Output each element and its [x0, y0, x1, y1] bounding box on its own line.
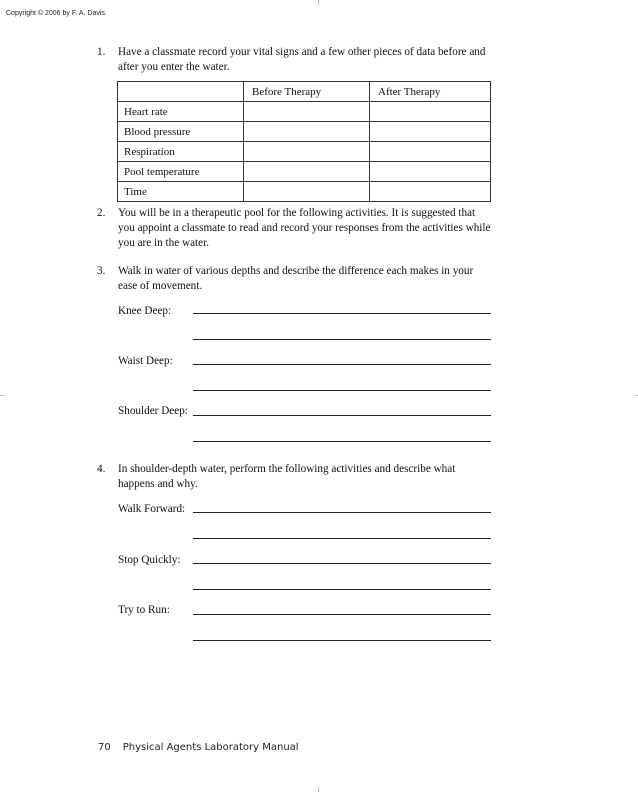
shoulder-deep-answer-line-1[interactable]	[193, 415, 491, 416]
vital-signs-table	[117, 81, 491, 202]
stop-quickly-label: Stop Quickly:	[118, 554, 181, 566]
table-row	[118, 162, 491, 182]
instruction-item-3	[97, 264, 492, 294]
heart-rate-before-cell[interactable]	[244, 102, 370, 122]
instruction-item-2	[97, 206, 492, 251]
knee-deep-answer-line-2[interactable]	[193, 339, 491, 340]
item-text: In shoulder-depth water, perform the following activities and describe what happens and why.	[118, 463, 456, 490]
walk-forward-answer-line-2[interactable]	[193, 538, 491, 539]
table-header-after: After Therapy	[370, 82, 491, 102]
waist-deep-answer-line-1[interactable]	[193, 364, 491, 365]
page-footer	[98, 742, 299, 753]
row-label-pool-temperature: Pool temperature	[118, 162, 244, 182]
item-text: Walk in water of various depths and describe the difference each makes in your ease of movement.	[118, 265, 474, 292]
item-number: 4.	[97, 463, 106, 475]
crop-mark-left	[0, 395, 4, 396]
stop-quickly-answer-line-2[interactable]	[193, 589, 491, 590]
instruction-item-4	[97, 462, 492, 492]
pool-temperature-before-cell[interactable]	[244, 162, 370, 182]
item-text: Have a classmate record your vital signs and a few other pieces of data before and after you enter the water.	[118, 46, 486, 73]
heart-rate-after-cell[interactable]	[370, 102, 491, 122]
shoulder-deep-label: Shoulder Deep:	[118, 405, 188, 417]
item-text: You will be in a therapeutic pool for the following activities. It is suggested that you appoint a classmate to read and record your responses from the activities while you are in the water.	[118, 207, 491, 249]
time-before-cell[interactable]	[244, 182, 370, 202]
table-header-before: Before Therapy	[244, 82, 370, 102]
try-to-run-answer-line-1[interactable]	[193, 614, 491, 615]
crop-mark-bottom	[318, 787, 319, 792]
copyright-notice: Copyright © 2006 by F. A. Davis.	[6, 10, 107, 17]
row-label-heart-rate: Heart rate	[118, 102, 244, 122]
item-number: 1.	[97, 46, 106, 58]
knee-deep-answer-line-1[interactable]	[193, 313, 491, 314]
row-label-time: Time	[118, 182, 244, 202]
table-row	[118, 102, 491, 122]
instruction-item-1	[97, 45, 492, 75]
blood-pressure-before-cell[interactable]	[244, 122, 370, 142]
row-label-blood-pressure: Blood pressure	[118, 122, 244, 142]
try-to-run-answer-line-2[interactable]	[193, 640, 491, 641]
walk-forward-answer-line-1[interactable]	[193, 512, 491, 513]
waist-deep-answer-line-2[interactable]	[193, 390, 491, 391]
walk-forward-label: Walk Forward:	[118, 503, 186, 515]
blood-pressure-after-cell[interactable]	[370, 122, 491, 142]
crop-mark-right	[634, 395, 638, 396]
table-header-blank	[118, 82, 244, 102]
try-to-run-label: Try to Run:	[118, 604, 170, 616]
table-header-row	[118, 82, 491, 102]
knee-deep-label: Knee Deep:	[118, 305, 172, 317]
table-row	[118, 142, 491, 162]
pool-temperature-after-cell[interactable]	[370, 162, 491, 182]
shoulder-deep-answer-line-2[interactable]	[193, 441, 491, 442]
table-row	[118, 182, 491, 202]
respiration-after-cell[interactable]	[370, 142, 491, 162]
waist-deep-label: Waist Deep:	[118, 355, 173, 367]
respiration-before-cell[interactable]	[244, 142, 370, 162]
item-number: 2.	[97, 207, 106, 219]
table-row	[118, 122, 491, 142]
page-number: 70	[98, 742, 111, 753]
crop-mark-top	[318, 0, 319, 5]
row-label-respiration: Respiration	[118, 142, 244, 162]
stop-quickly-answer-line-1[interactable]	[193, 563, 491, 564]
time-after-cell[interactable]	[370, 182, 491, 202]
item-number: 3.	[97, 265, 106, 277]
book-title: Physical Agents Laboratory Manual	[122, 742, 299, 753]
